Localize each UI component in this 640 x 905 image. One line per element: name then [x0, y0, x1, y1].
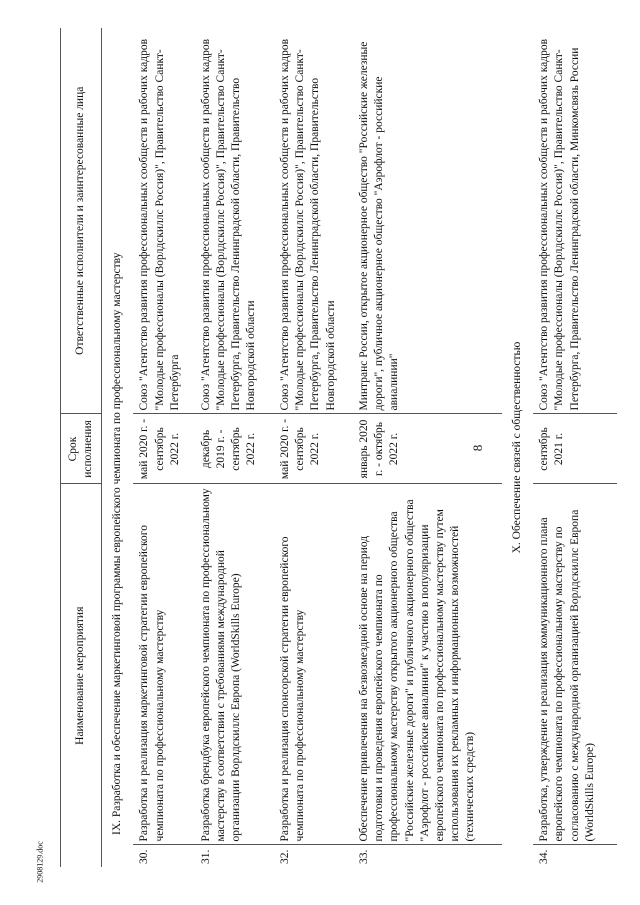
event-term: январь 2020 г. - октябрь 2022 г.: [353, 414, 502, 484]
event-term: май 2020 г. - сентябрь 2022 г.: [133, 414, 195, 484]
event-name: Разработка и реализация маркетинговой стратегии европейского чемпионата по профессиональному мастерству: [133, 484, 195, 845]
filler-cell: [612, 845, 617, 867]
filler-cell: [612, 484, 617, 845]
header-event-name: Наименование мероприятия: [61, 484, 102, 867]
table-row: [195, 28, 274, 867]
event-term: декабрь 2019 г. - сентябрь 2022 г.: [195, 414, 274, 484]
table-header-row: [61, 28, 102, 867]
row-number: 34.: [538, 849, 551, 864]
section-heading: IX. Разработка и обеспечение маркетинговой программы европейского чемпионата по профессиональному мастерству: [111, 252, 123, 835]
event-executors: Союз "Агентство развития профессиональных сообществ и рабочих кадров "Молодые профессионалы (Ворлдскиллс Россия)", Правительство Санкт-Петербурга, Правительство Ленинградской области, Правительство Новгородской области: [195, 28, 274, 414]
header-executors: Ответственные исполнители и заинтересованные лица: [61, 28, 102, 414]
filler-cell: [612, 414, 617, 484]
event-name: Разработка брендбука европейского чемпионата по профессиональному мастерству в соответствии с требованиями международной организации Ворлдскиллс Европа (WorldSkills Europe): [195, 484, 274, 845]
table-row: [133, 28, 195, 867]
event-name: Обеспечение привлечения на безвозмездной основе на период подготовки и проведения европейского чемпионата по профессиональному мастерству открытого акционерного общества "Российские железные дороги" и публичного акционерного общества "Аэрофлот - российские авиалинии" к участию в популяризации европейского чемпионата по профессиональному мастерству путем использования их рекламных и информационных возможностей (технических средств): [353, 484, 502, 845]
event-executors: Союз "Агентство развития профессиональных сообществ и рабочих кадров "Молодые профессионалы (Ворлдскиллс Россия)", Правительство Санкт-Петербурга: [133, 28, 195, 414]
table-filler-row: [612, 28, 617, 867]
rotated-table-container: [60, 28, 617, 867]
event-executors: Союз "Агентство развития профессиональных сообществ и рабочих кадров "Молодые профессионалы (Ворлдскиллс Россия)", Правительство Санкт-Петербурга, Правительство Ленинградской области, Минкомсвязь России: [533, 28, 612, 414]
document-file-code: 2908129.doc: [35, 841, 45, 883]
section-heading-row: [102, 28, 134, 867]
event-executors: Союз "Агентство развития профессиональных сообществ и рабочих кадров "Молодые профессионалы (Ворлдскиллс Россия)", Правительство Санкт-Петербурга, Правительство Ленинградской области, Правительство Новгородской области: [274, 28, 353, 414]
events-table: [60, 28, 617, 867]
event-executors: Минтранс России, открытое акционерное общество "Российские железные дороги", публичное акционерное общество "Аэрофлот - российские авиалинии": [353, 28, 502, 414]
event-term: май 2020 г. - сентябрь 2022 г.: [274, 414, 353, 484]
page-number: 8: [470, 444, 485, 452]
section-heading: X. Обеспечение связей с общественностью: [510, 341, 523, 554]
section-heading-row: [502, 28, 533, 867]
row-number: 30.: [138, 849, 151, 864]
table-row: [274, 28, 353, 867]
event-term: сентябрь 2021 г.: [533, 414, 612, 484]
row-number: 31.: [199, 849, 212, 864]
row-number: 33.: [358, 849, 371, 864]
event-name: Разработка и реализация спонсорской стратегии европейского чемпионата по профессиональному мастерству: [274, 484, 353, 845]
table-row: [353, 28, 502, 867]
filler-cell: [612, 28, 617, 414]
header-term: Срок исполнения: [61, 414, 102, 484]
row-number: 32.: [279, 849, 291, 864]
event-name: Разработка, утверждение и реализация коммуникационного плана европейского чемпионата по профессиональному мастерству по согласованию с международной организацией Ворлдскиллс Европа (WorldSkills Europe): [533, 484, 612, 845]
table-row: [533, 28, 612, 867]
